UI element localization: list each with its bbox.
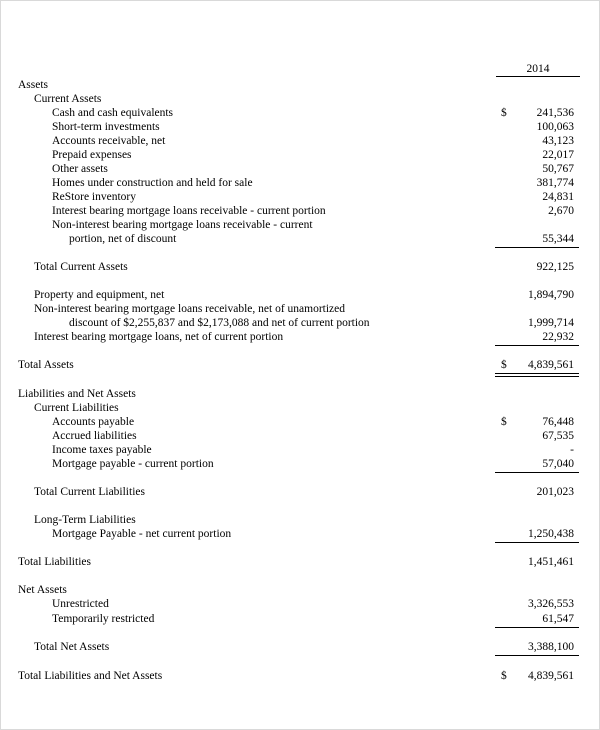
subtotal-rule [495, 247, 579, 248]
subtotal-rule [495, 472, 579, 473]
table-row [0, 204, 600, 218]
line-amount: 76,448 [542, 416, 574, 428]
line-amount: 3,326,553 [528, 598, 574, 610]
line-label: Accounts receivable, net [52, 135, 166, 147]
line-amount: 2,670 [548, 205, 574, 217]
total-current-assets-amount: 922,125 [536, 261, 574, 273]
line-label: Homes under construction and held for sale [52, 177, 253, 189]
year-column-header: 2014 [496, 62, 580, 77]
current-liabilities-heading-row [0, 401, 600, 415]
table-row [0, 316, 600, 330]
line-amount: 61,547 [542, 613, 574, 625]
line-label: Mortgage Payable - net current portion [52, 528, 232, 540]
line-label: Interest bearing mortgage loans receivable - current portion [52, 205, 326, 217]
table-row [0, 429, 600, 443]
table-row [0, 457, 600, 471]
line-label: Property and equipment, net [34, 289, 165, 301]
grand-total-label: Total Liabilities and Net Assets [18, 670, 163, 682]
subtotal-rule [495, 627, 579, 628]
table-row [0, 232, 600, 246]
assets-heading: Assets [18, 79, 49, 91]
subtotal-rule [495, 655, 579, 656]
total-current-assets-label: Total Current Assets [34, 261, 128, 273]
total-net-assets-label: Total Net Assets [34, 641, 110, 653]
longterm-heading-row [0, 513, 600, 527]
total-assets-label: Total Assets [18, 359, 74, 371]
line-label: Accrued liabilities [52, 430, 137, 442]
currency-symbol: $ [501, 670, 507, 682]
table-row [0, 302, 600, 316]
table-row [0, 106, 600, 120]
table-row [0, 120, 600, 134]
longterm-liabilities-heading: Long-Term Liabilities [34, 514, 136, 526]
table-row [0, 190, 600, 204]
total-liabilities-row [0, 555, 600, 569]
line-amount: 22,932 [542, 331, 574, 343]
double-total-rule [495, 373, 579, 377]
total-liabilities-amount: 1,451,461 [528, 556, 574, 568]
line-amount: 381,774 [536, 177, 574, 189]
table-row [0, 527, 600, 541]
line-amount: 241,536 [536, 107, 574, 119]
subtotal-rule [495, 345, 579, 346]
line-label-continued: portion, net of discount [69, 233, 177, 245]
line-label: Cash and cash equivalents [52, 107, 174, 119]
total-assets-amount: 4,839,561 [528, 359, 574, 371]
line-label: Unrestricted [52, 598, 109, 610]
assets-heading-row [0, 78, 600, 92]
net-assets-heading-row [0, 583, 600, 597]
line-amount: 55,344 [542, 233, 574, 245]
current-assets-heading: Current Assets [34, 93, 102, 105]
line-label: Other assets [52, 163, 108, 175]
table-row [0, 612, 600, 626]
line-label: Interest bearing mortgage loans, net of current portion [34, 331, 284, 343]
line-label: ReStore inventory [52, 191, 136, 203]
line-amount: 24,831 [542, 191, 574, 203]
table-row [0, 443, 600, 457]
current-assets-heading-row [0, 92, 600, 106]
line-amount: 67,535 [542, 430, 574, 442]
total-current-liabilities-amount: 201,023 [536, 486, 574, 498]
table-row [0, 597, 600, 611]
table-row [0, 288, 600, 302]
line-label-continued: discount of $2,255,837 and $2,173,088 and net of current portion [69, 317, 370, 329]
line-label: Non-interest bearing mortgage loans receivable - current [52, 219, 313, 231]
grand-total-row [0, 669, 600, 683]
line-amount: 1,894,790 [528, 289, 574, 301]
line-amount: 43,123 [542, 135, 574, 147]
liabilities-heading: Liabilities and Net Assets [18, 388, 136, 400]
total-assets-row [0, 358, 600, 372]
table-row [0, 330, 600, 344]
line-amount: 1,999,714 [528, 317, 574, 329]
currency-symbol: $ [501, 416, 507, 428]
table-row [0, 415, 600, 429]
current-liabilities-heading: Current Liabilities [34, 402, 119, 414]
line-amount: - [570, 444, 574, 456]
line-label: Temporarily restricted [52, 613, 155, 625]
total-net-assets-row [0, 640, 600, 654]
line-amount: 22,017 [542, 149, 574, 161]
liabilities-heading-row [0, 387, 600, 401]
line-label: Mortgage payable - current portion [52, 458, 214, 470]
total-current-liabilities-row [0, 485, 600, 499]
total-current-liabilities-label: Total Current Liabilities [34, 486, 145, 498]
line-label: Income taxes payable [52, 444, 152, 456]
currency-symbol: $ [501, 107, 507, 119]
line-label: Accounts payable [52, 416, 135, 428]
currency-symbol: $ [501, 359, 507, 371]
line-amount: 50,767 [542, 163, 574, 175]
table-row [0, 176, 600, 190]
subtotal-rule [495, 542, 579, 543]
table-row [0, 148, 600, 162]
line-amount: 1,250,438 [528, 528, 574, 540]
line-label: Non-interest bearing mortgage loans receivable, net of unamortized [34, 303, 346, 315]
table-row [0, 218, 600, 232]
table-row [0, 134, 600, 148]
total-liabilities-label: Total Liabilities [18, 556, 91, 568]
line-amount: 57,040 [542, 458, 574, 470]
table-row [0, 162, 600, 176]
line-label: Prepaid expenses [52, 149, 132, 161]
net-assets-heading: Net Assets [18, 584, 67, 596]
line-label: Short-term investments [52, 121, 160, 133]
grand-total-amount: 4,839,561 [528, 670, 574, 682]
total-current-assets-row [0, 260, 600, 274]
total-net-assets-amount: 3,388,100 [528, 641, 574, 653]
line-amount: 100,063 [536, 121, 574, 133]
